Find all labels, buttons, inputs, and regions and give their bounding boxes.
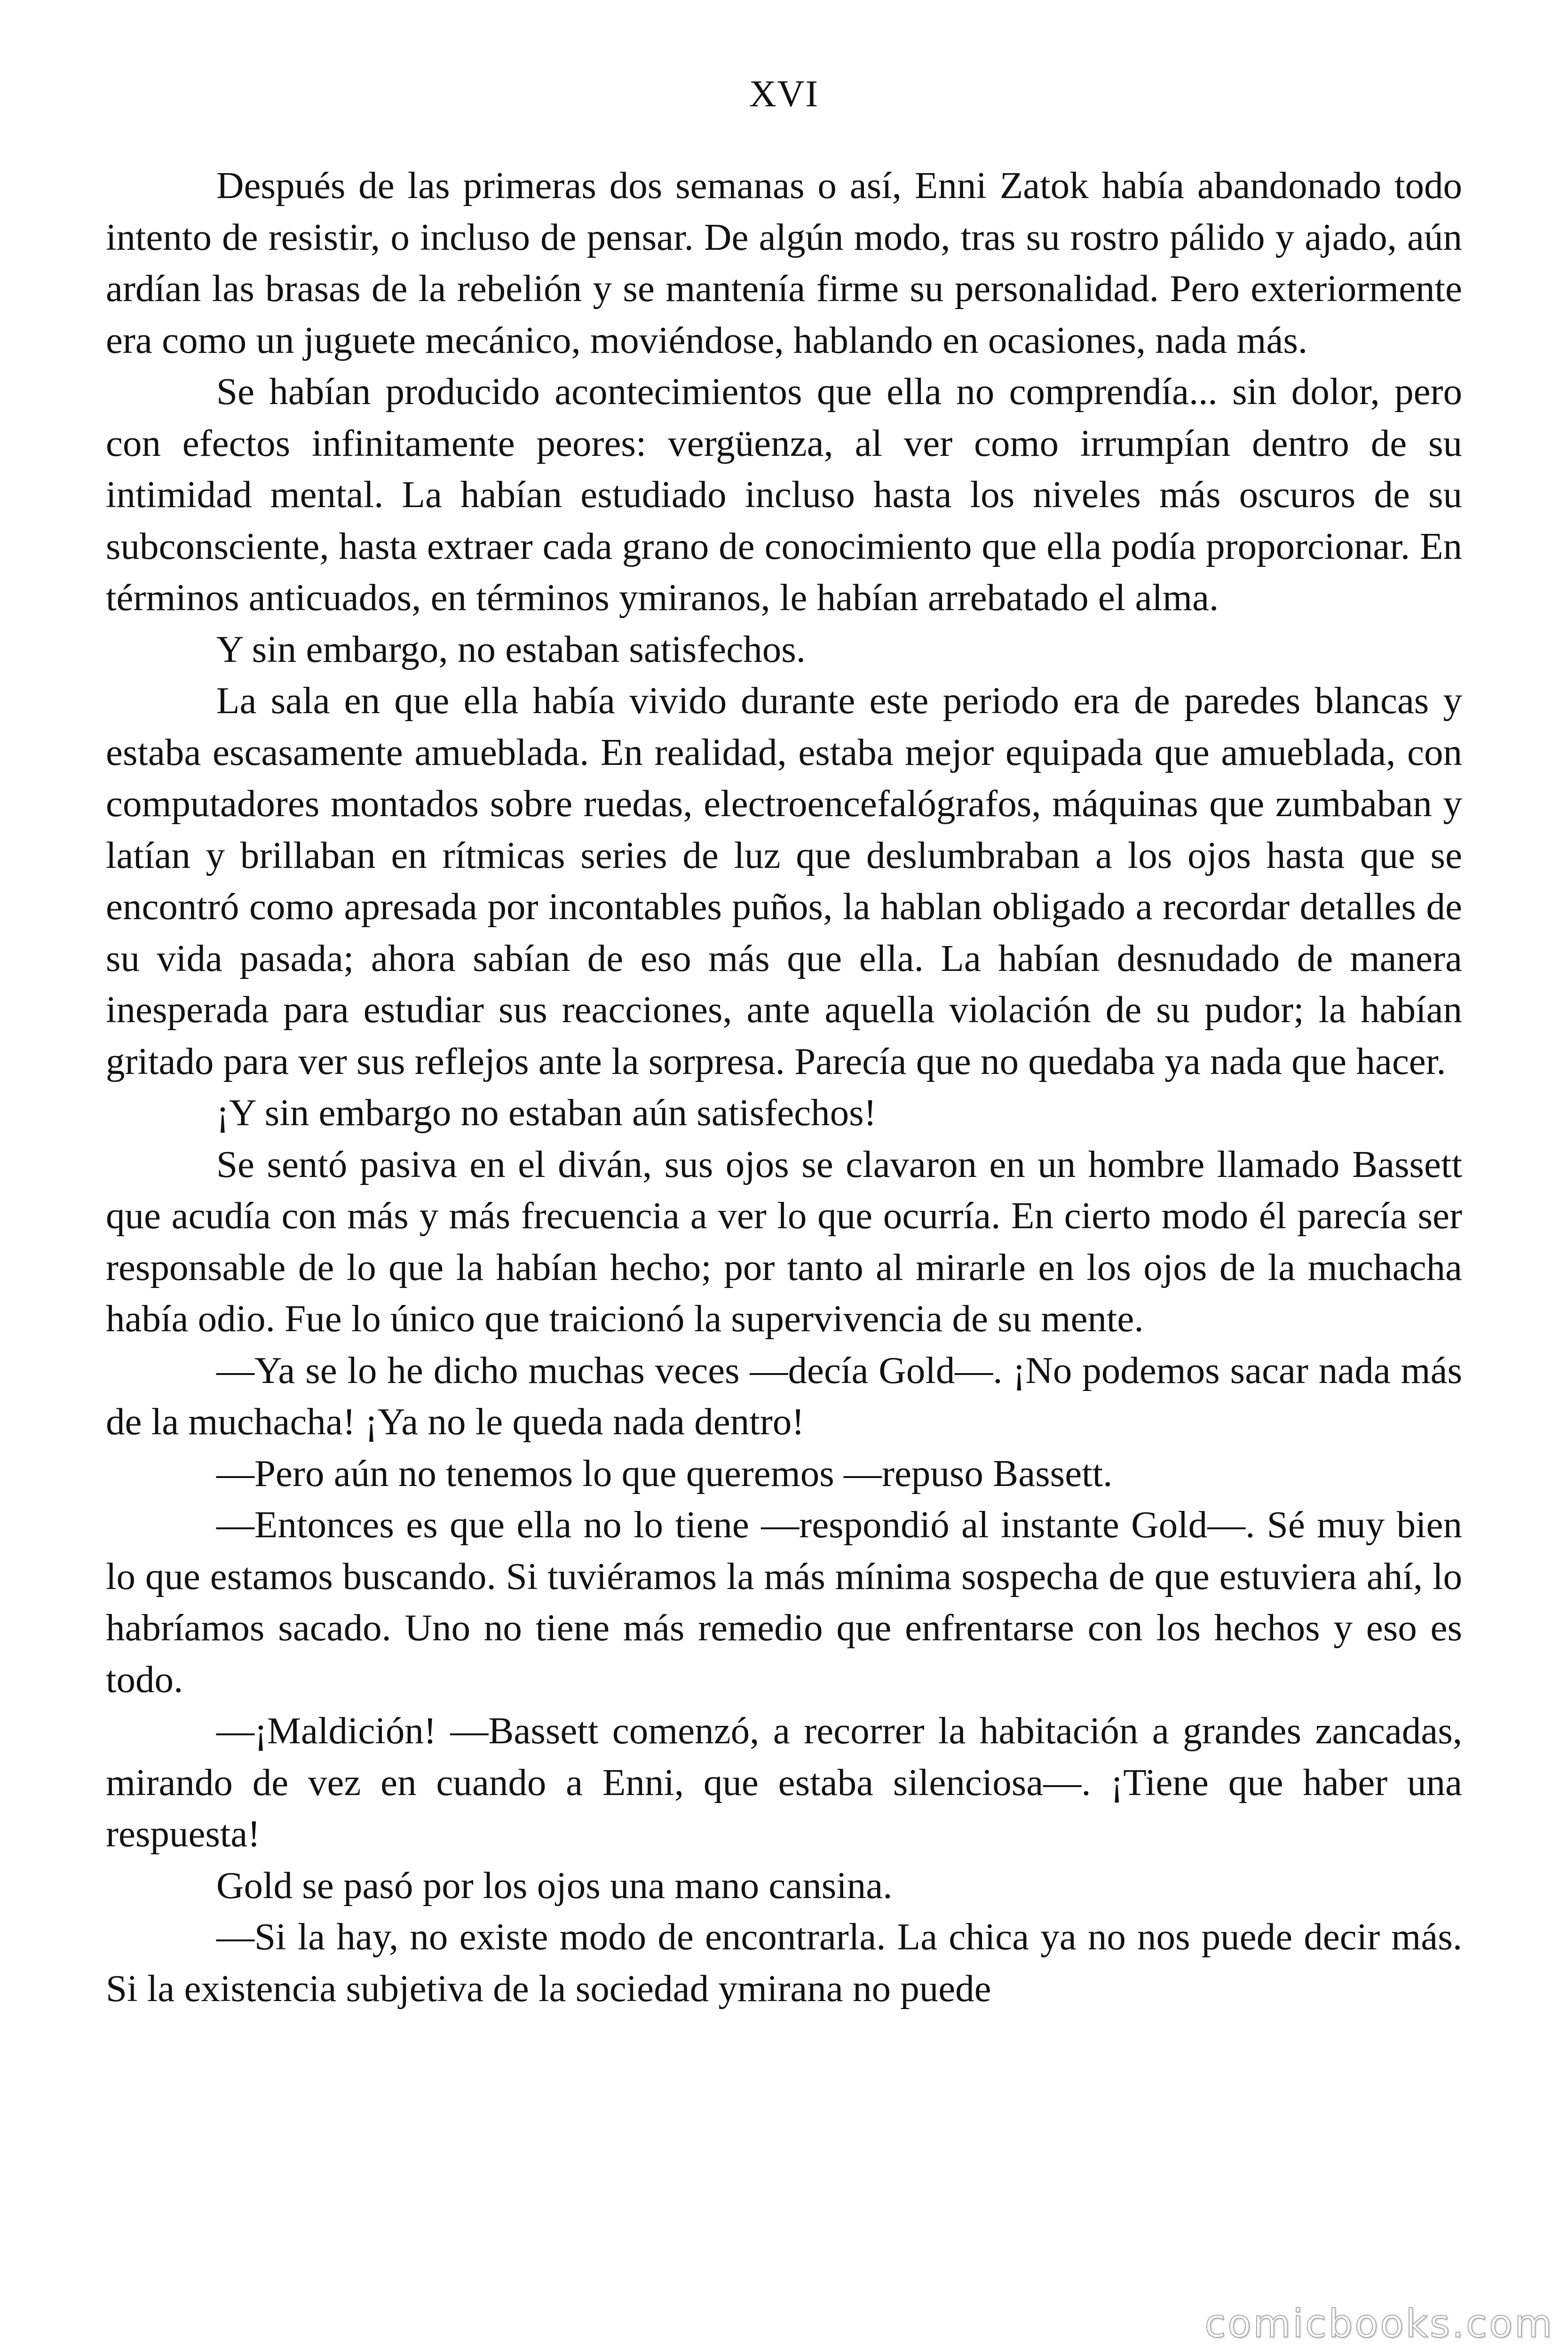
paragraph: —¡Maldición! —Bassett comenzó, a recorrer la habitación a grandes zancadas, mirando de vez en cuando a Enni, que estaba silenciosa—. ¡Tiene que haber una respuesta! [106,1709,1462,1855]
paragraph: Después de las primeras dos semanas o así, Enni Zatok había abandonado todo intento de resistir, o incluso de pensar. De algún modo, tras su rostro pálido y ajado, aún ardían las brasas de la rebelión y se mantenía firme su personalidad. Pero exteriormente era como un juguete mecánico, moviéndose, hablando en ocasiones, nada más. [106,164,1462,361]
book-page [106,71,1462,2014]
paragraph: —Pero aún no tenemos lo que queremos —repuso Bassett. [216,1452,1113,1494]
paragraph: —Si la hay, no existe modo de encontrarla. La chica ya no nos puede decir más. Si la existencia subjetiva de la sociedad ymirana no puede [106,1915,1462,2010]
paragraph: Se sentó pasiva en el diván, sus ojos se clavaron en un hombre llamado Bassett que acudía con más y más frecuencia a ver lo que ocurría. En cierto modo él parecía ser responsable de lo que la habían hecho; por tanto al mirarle en los ojos de la muchacha había odio. Fue lo único que traicionó la supervivencia de su mente. [106,1143,1462,1340]
body-text [106,160,1462,2014]
paragraph: —Entonces es que ella no lo tiene —respondió al instante Gold—. Sé muy bien lo que estamos buscando. Si tuviéramos la más mínima sospecha de que estuviera ahí, lo habríamos sacado. Uno no tiene más remedio que enfrentarse con los hechos y eso es todo. [106,1503,1462,1700]
paragraph: Gold se pasó por los ojos una mano cansina. [216,1864,893,1907]
chapter-title: XVI [749,73,819,115]
paragraph: Se habían producido acontecimientos que ella no comprendía... sin dolor, pero con efectos infinitamente peores: vergüenza, al ver como irrumpían dentro de su intimidad mental. La habían estudiado incluso hasta los niveles más oscuros de su subconsciente, hasta extraer cada grano de conocimiento que ella podía proporcionar. En términos anticuados, en términos ymiranos, le habían arrebatado el alma. [106,370,1462,619]
paragraph: ¡Y sin embargo no estaban aún satisfechos! [216,1091,877,1134]
paragraph: La sala en que ella había vivido durante este periodo era de paredes blancas y estaba escasamente amueblada. En realidad, estaba mejor equipada que amueblada, con computadores montados sobre ruedas, electroencefalógrafos, máquinas que zumbaban y latían y brillaban en rítmicas series de luz que deslumbraban a los ojos hasta que se encontró como apresada por incontables puños, la hablan obligado a recordar detalles de su vida pasada; ahora sabían de eso más que ella. La habían desnudado de manera inesperada para estudiar sus reacciones, ante aquella violación de su pudor; la habían gritado para ver sus reflejos ante la sorpresa. Parecía que no quedaba ya nada que hacer. [106,679,1462,1082]
paragraph: —Ya se lo he dicho muchas veces —decía Gold—. ¡No podemos sacar nada más de la muchacha! ¡Ya no le queda nada dentro! [106,1349,1462,1443]
watermark: comicbooks.com [1204,2302,1554,2346]
paragraph: Y sin embargo, no estaban satisfechos. [216,628,806,670]
